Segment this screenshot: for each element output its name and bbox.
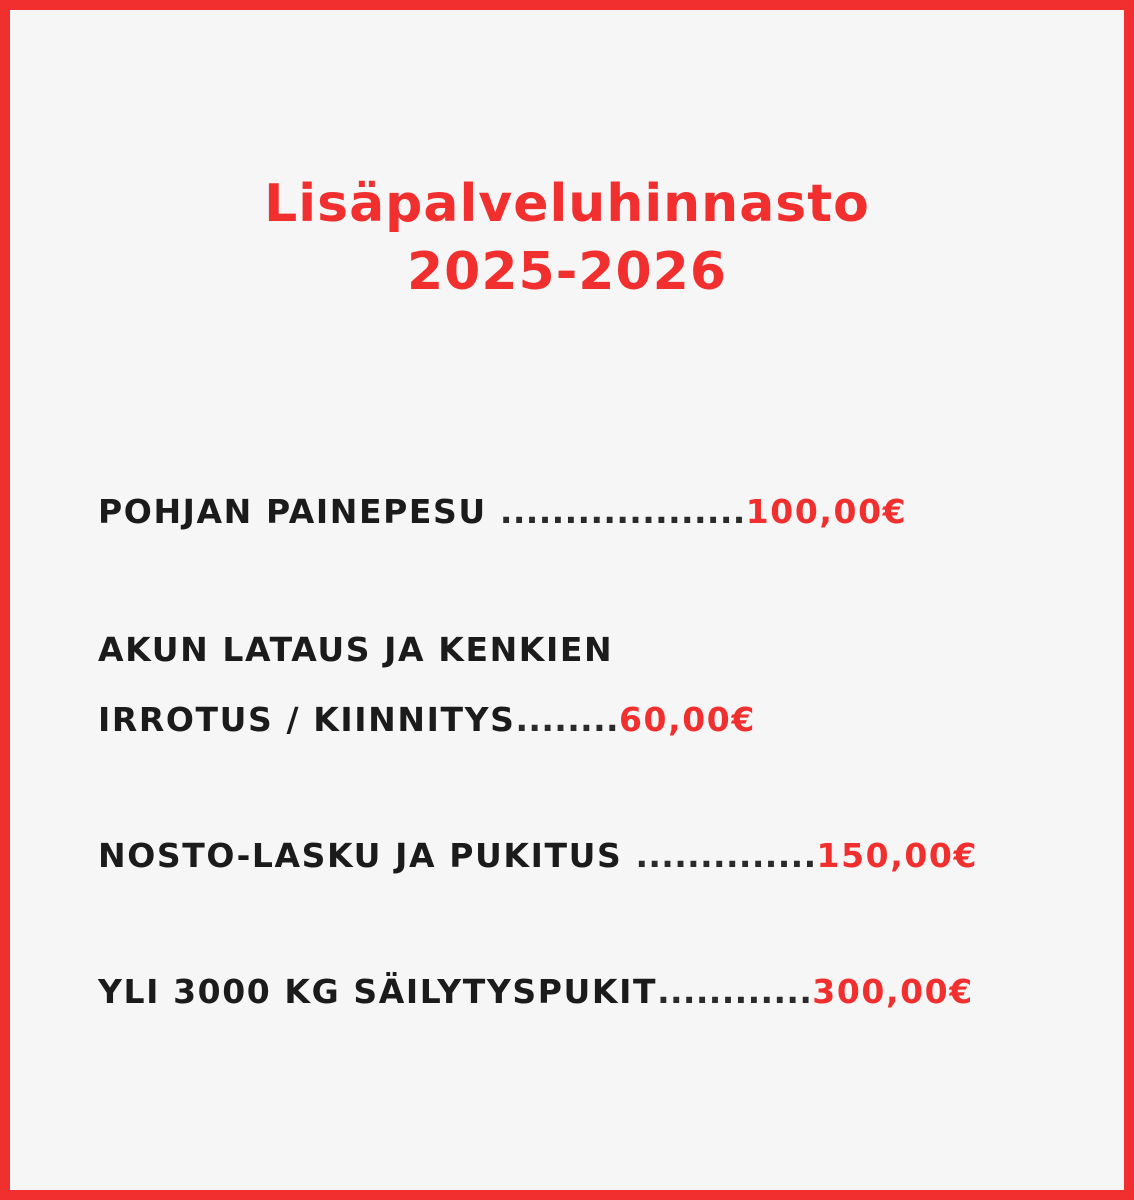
page-title-line-2: 2025-2026 xyxy=(406,242,728,302)
leader-dots: ............ xyxy=(657,972,813,1011)
leader-dots: ................... xyxy=(499,492,746,531)
service-name: YLI 3000 KG SÄILYTYSPUKIT xyxy=(98,972,658,1011)
price-row-lifting xyxy=(98,834,978,878)
service-price: 150,00€ xyxy=(816,836,979,875)
service-name: AKUN LATAUS JA KENKIEN xyxy=(98,630,614,669)
price-row-storage-stands xyxy=(98,970,974,1014)
price-row-pressure-wash xyxy=(98,490,907,534)
service-price: 60,00€ xyxy=(618,700,756,739)
price-row-battery-line-1 xyxy=(98,628,613,672)
service-price: 100,00€ xyxy=(745,492,908,531)
page-title-line-1: Lisäpalveluhinnasto xyxy=(264,174,870,234)
service-name: IRROTUS / KIINNITYS xyxy=(98,700,516,739)
service-name: POHJAN PAINEPESU xyxy=(98,492,500,531)
service-name: NOSTO-LASKU JA PUKITUS xyxy=(98,836,636,875)
service-price: 300,00€ xyxy=(812,972,974,1011)
leader-dots: .............. xyxy=(635,836,817,875)
price-row-battery-line-2 xyxy=(98,698,756,742)
leader-dots: ........ xyxy=(515,700,619,739)
